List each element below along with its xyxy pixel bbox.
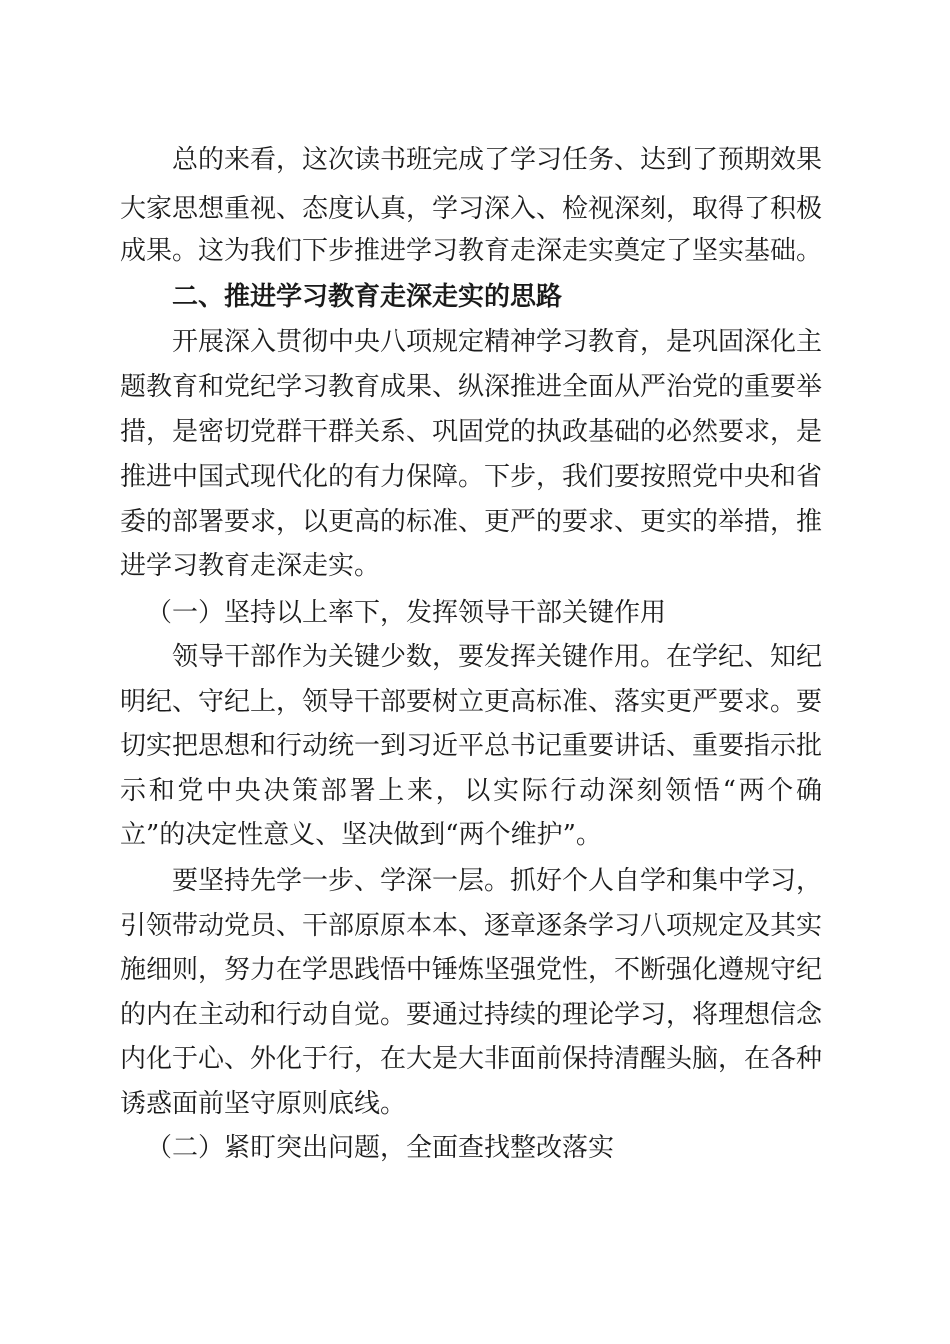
paragraph-line: 总的来看，这次读书班完成了学习任务、达到了预期效果 [172, 145, 822, 175]
paragraph-line: 措，是密切党群干群关系、巩固党的执政基础的必然要求，是 [120, 417, 822, 447]
paragraph-line: 明纪、守纪上，领导干部要树立更高标准、落实更严要求。要 [120, 687, 822, 717]
subsection-heading: （一）坚持以上率下，发挥领导干部关键作用 [146, 598, 667, 628]
paragraph-line: 内化于心、外化于行，在大是大非面前保持清醒头脑，在各种 [120, 1044, 822, 1074]
paragraph-line: 委的部署要求，以更高的标准、更严的要求、更实的举措，推 [120, 507, 822, 537]
paragraph-line: 推进中国式现代化的有力保障。下步，我们要按照党中央和省 [120, 462, 822, 492]
paragraph-line: 开展深入贯彻中央八项规定精神学习教育，是巩固深化主 [172, 327, 822, 357]
paragraph-line: 的内在主动和行动自觉。要通过持续的理论学习，将理想信念 [120, 1000, 822, 1030]
paragraph-line: 示和党中央决策部署上来，以实际行动深刻领悟“两个确 [120, 776, 822, 806]
paragraph-line: 施细则，努力在学思践悟中锤炼坚强党性，不断强化遵规守纪 [120, 955, 822, 985]
paragraph-line: 领导干部作为关键少数，要发挥关键作用。在学纪、知纪 [172, 642, 822, 672]
subsection-heading: （二）紧盯突出问题，全面查找整改落实 [146, 1133, 615, 1163]
paragraph-line: 引领带动党员、干部原原本本、逐章逐条学习八项规定及其实 [120, 911, 822, 941]
paragraph-line: 立”的决定性意义、坚决做到“两个维护”。 [120, 820, 602, 850]
paragraph-line: 要坚持先学一步、学深一层。抓好个人自学和集中学习， [172, 866, 822, 896]
section-heading: 二、推进学习教育走深走实的思路 [172, 282, 563, 312]
paragraph-line: 进学习教育走深走实。 [120, 551, 381, 581]
paragraph-line: 切实把思想和行动统一到习近平总书记重要讲话、重要指示批 [120, 731, 822, 761]
paragraph-line: 成果。这为我们下步推进学习教育走深走实奠定了坚实基础。 [120, 236, 822, 266]
paragraph-line: 题教育和党纪学习教育成果、纵深推进全面从严治党的重要举 [120, 372, 822, 402]
paragraph-line: 大家思想重视、态度认真，学习深入、检视深刻，取得了积极 [120, 194, 822, 224]
paragraph-line: 诱惑面前坚守原则底线。 [120, 1089, 407, 1119]
